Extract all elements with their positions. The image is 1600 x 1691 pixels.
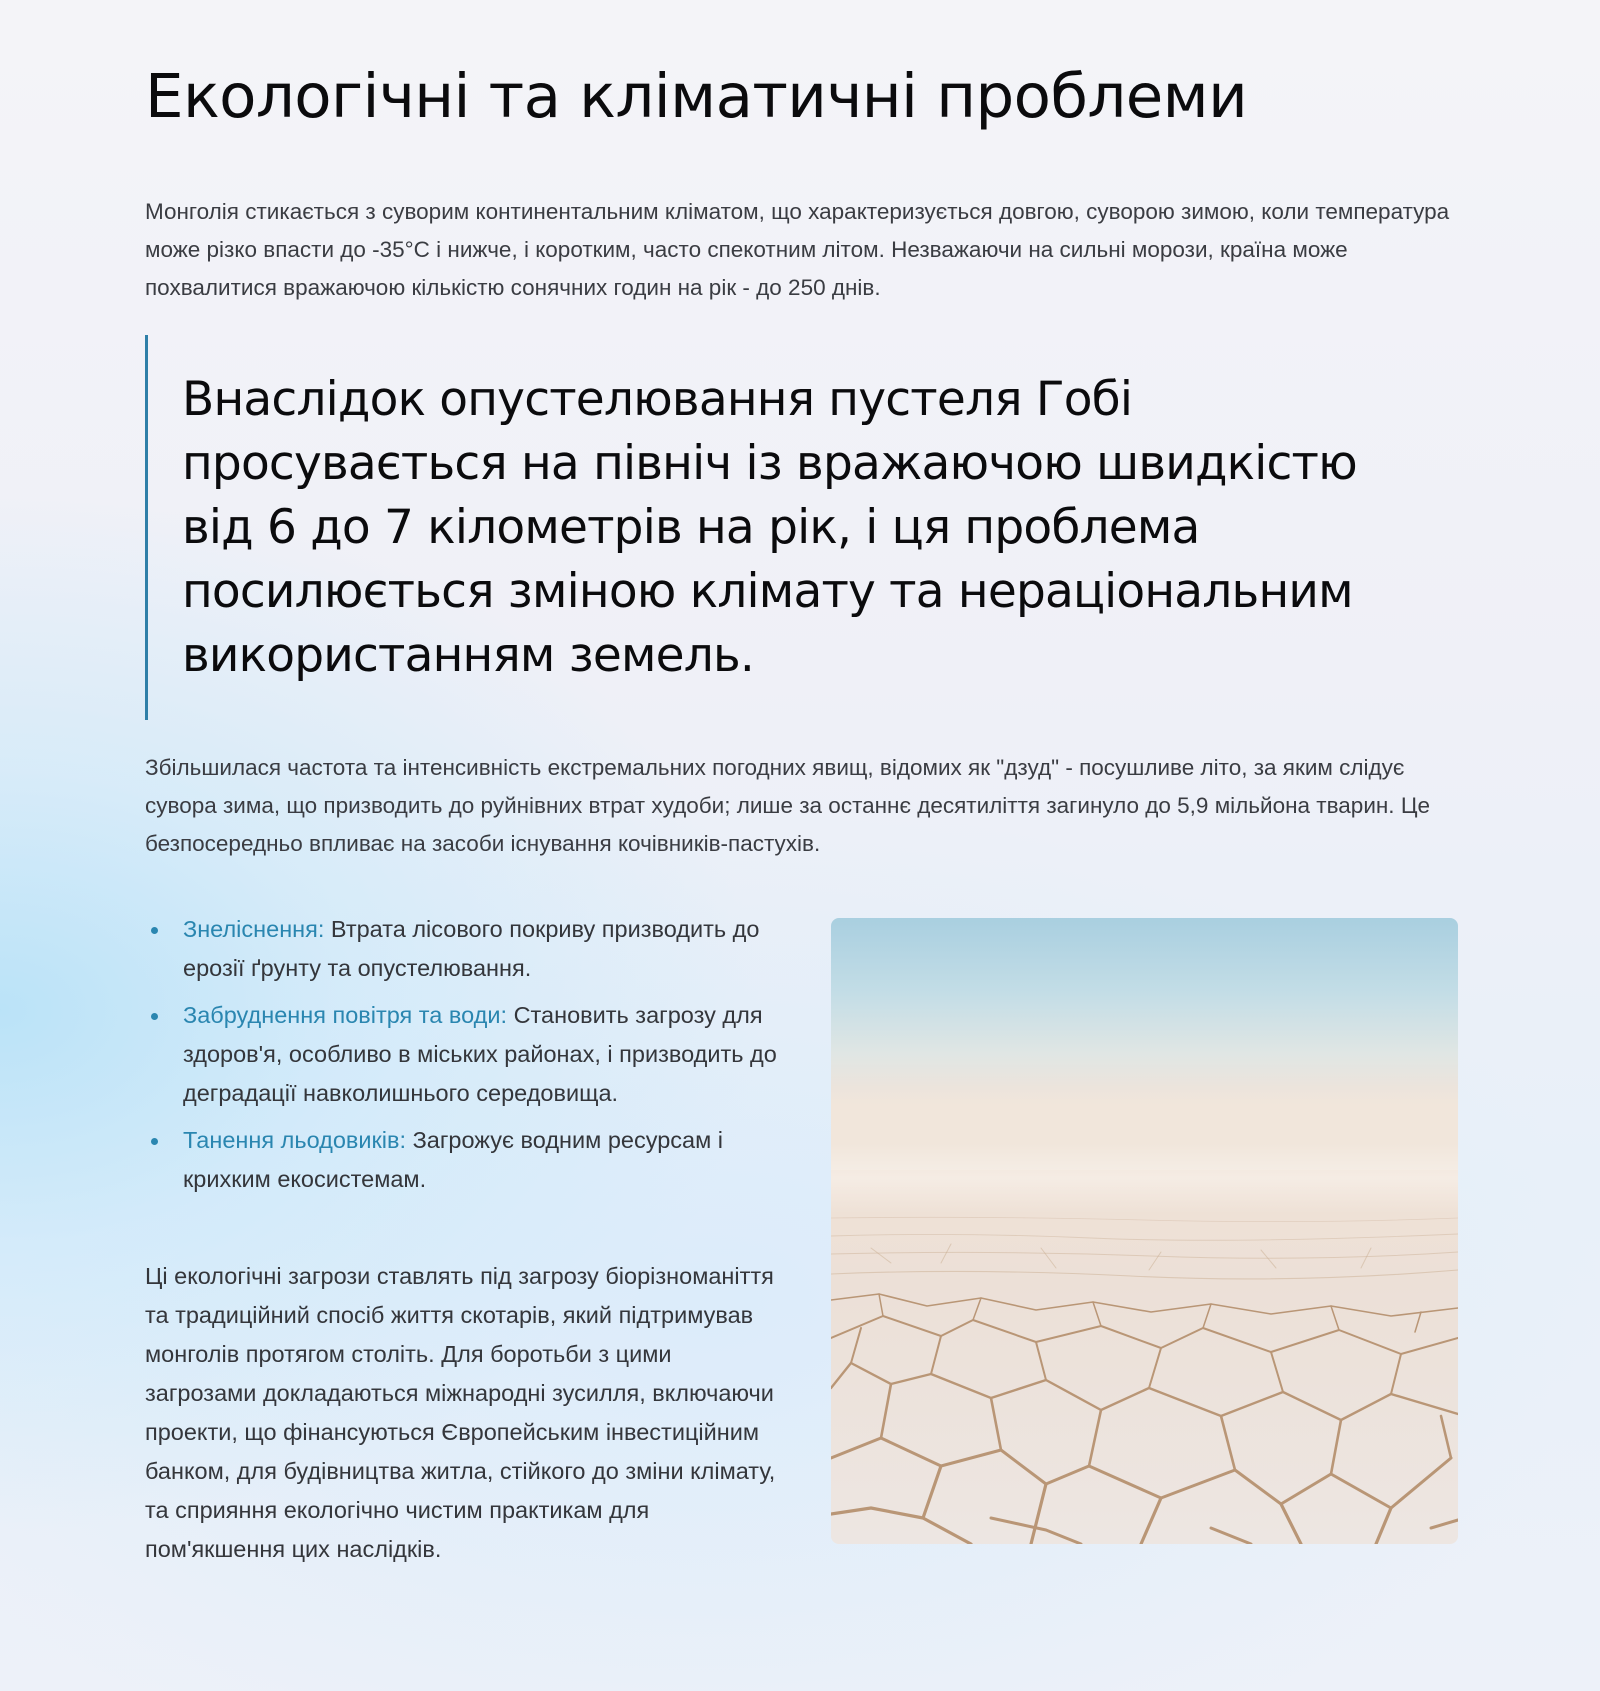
threats-list	[145, 910, 785, 1207]
list-item-text: Втрата лісового покриву призводить до ерозії ґрунту та опустелювання.	[183, 916, 760, 981]
list-item	[145, 910, 785, 988]
bullet-dot-icon	[151, 1013, 158, 1020]
pull-quote-text: Внаслідок опустелювання пустеля Гобі просувається на північ із вражаючою швидкістю від 6 до 7 кілометрів на рік, і ця проблема посилюється зміною клімату та нераціональним використанням земель.	[182, 372, 1357, 683]
cracked-desert-image	[831, 918, 1458, 1544]
list-item-text: Загрожує водним ресурсам і крихким екосистемам.	[183, 1127, 723, 1192]
page-title: Екологічні та кліматичні проблеми	[145, 61, 1248, 132]
list-item-term: Знеліснення:	[183, 916, 325, 942]
list-item	[145, 1121, 785, 1199]
dzud-paragraph: Збільшилася частота та інтенсивність екстремальних погодних явищ, відомих як "дзуд" - посушливе літо, за яким слідує сувора зима, що призводить до руйнівних втрат худоби; лише за останнє десятиліття загинуло до 5,9 мільйона тварин. Це безпосередньо впливає на засоби існування кочівників-пастухів.	[145, 755, 1430, 856]
intro-paragraph: Монголія стикається з суворим континентальним кліматом, що характеризується довгою, суворою зимою, коли температура може різко впасти до -35°C і нижче, і коротким, часто спекотним літом. Незважаючи на сильні морози, країна може похвалитися вражаючою кількістю сонячних годин на рік - до 250 днів.	[145, 199, 1450, 300]
list-item-text: Становить загрозу для здоров'я, особливо в міських районах, і призводить до деградації навколишнього середовища.	[183, 1002, 777, 1106]
bullet-dot-icon	[151, 927, 158, 934]
list-item-term: Танення льодовиків:	[183, 1127, 407, 1153]
list-item	[145, 996, 785, 1113]
bullet-dot-icon	[151, 1138, 158, 1145]
closing-paragraph: Ці екологічні загрози ставлять під загрозу біорізноманіття та традиційний спосіб життя скотарів, який підтримував монголів протягом століть. Для боротьби з цими загрозами докладаються міжнародні зусилля, включаючи проекти, що фінансуються Європейським інвестиційним банком, для будівництва житла, стійкого до зміни клімату, та сприяння екологічно чистим практикам для пом'якшення цих наслідків.	[145, 1263, 776, 1562]
list-item-term: Забруднення повітря та води:	[183, 1002, 508, 1028]
pull-quote	[145, 335, 1405, 720]
